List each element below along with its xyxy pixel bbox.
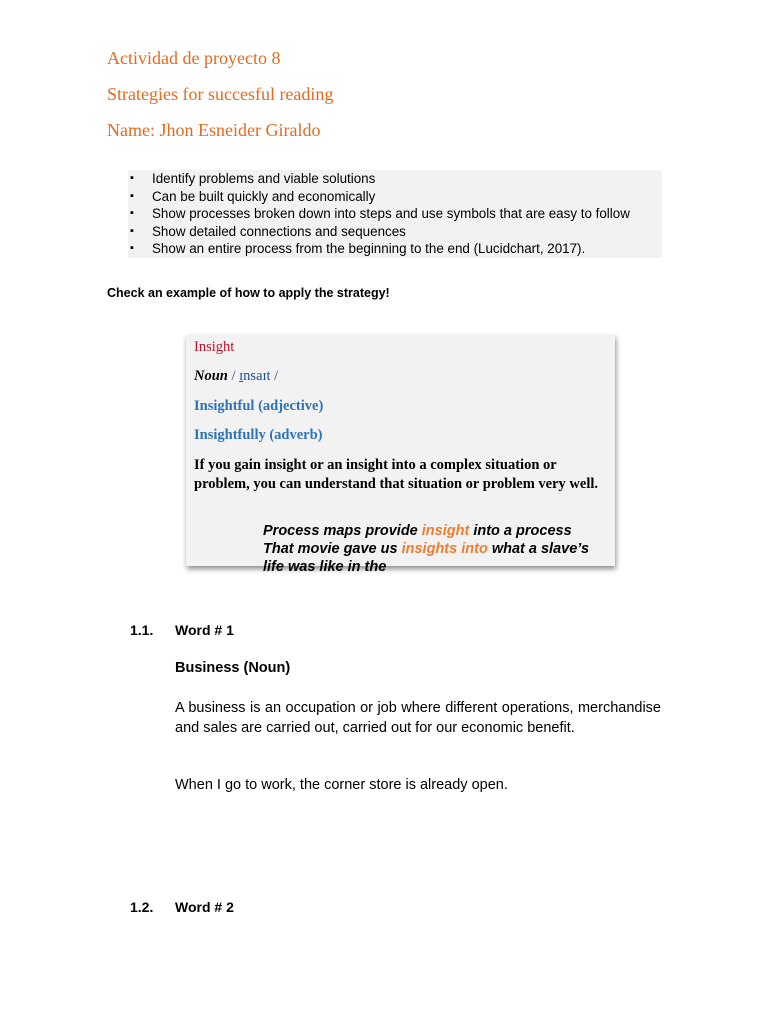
example-sentence bbox=[263, 523, 572, 539]
section-number: 1.2. bbox=[130, 899, 154, 915]
student-name: Name: Jhon Esneider Giraldo bbox=[107, 120, 321, 140]
list-item bbox=[128, 205, 662, 223]
square-bullet-icon: ▪ bbox=[130, 172, 134, 184]
list-item bbox=[128, 240, 662, 258]
pronunciation-stress: ɪ bbox=[239, 368, 244, 384]
word-heading: Business (Noun) bbox=[175, 660, 291, 676]
bullet-list bbox=[128, 170, 662, 258]
section-number: 1.1. bbox=[130, 622, 154, 638]
square-bullet-icon: ▪ bbox=[130, 189, 134, 202]
pronunciation-rest: nsaɪt / bbox=[243, 368, 279, 384]
topic-subtitle: Strategies for succesful reading bbox=[107, 84, 334, 104]
example-highlight: insight bbox=[421, 523, 470, 539]
part-of-speech: Noun bbox=[194, 368, 228, 384]
list-item bbox=[128, 223, 662, 241]
example-text: Process maps provide bbox=[263, 523, 422, 539]
list-item-text: Identify problems and viable solutions bbox=[152, 171, 376, 186]
list-item bbox=[128, 170, 662, 188]
word-definition: A business is an occupation or job where different operations, merchandise and sales are carried out, carried out for our economic benefit. bbox=[175, 700, 661, 736]
word-example: When I go to work, the corner store is already open. bbox=[175, 777, 508, 793]
section-title: Word # 1 bbox=[175, 622, 234, 638]
adverb-form: Insightfully (adverb) bbox=[194, 427, 323, 443]
insight-definition-card bbox=[186, 335, 615, 575]
part-of-speech-line bbox=[194, 368, 278, 385]
list-item-text: Show processes broken down into steps and use symbols that are easy to follow bbox=[152, 206, 630, 222]
list-item bbox=[128, 188, 662, 206]
activity-title: Actividad de proyecto 8 bbox=[107, 48, 281, 68]
insight-title: Insight bbox=[194, 339, 235, 355]
example-text: into a process bbox=[469, 523, 572, 539]
bullet-panel bbox=[128, 170, 662, 258]
example-highlight: insights into bbox=[401, 541, 488, 557]
section-title: Word # 2 bbox=[175, 899, 234, 915]
pronunciation bbox=[228, 368, 278, 384]
insight-definition: If you gain insight or an insight into a complex situation or problem, you can understand that situation or problem very well. bbox=[194, 457, 599, 492]
list-item-text: Can be built quickly and economically bbox=[152, 188, 376, 204]
check-example-text: Check an example of how to apply the strategy! bbox=[107, 286, 390, 300]
list-item-text: Show an entire process from the beginning to the end (Lucidchart, 2017). bbox=[152, 241, 586, 257]
square-bullet-icon: ▪ bbox=[130, 242, 134, 255]
square-bullet-icon: ▪ bbox=[130, 207, 134, 220]
example-text: That movie gave us bbox=[263, 541, 402, 557]
example-sentence bbox=[263, 541, 589, 557]
example-text: what a slave’s bbox=[487, 541, 590, 557]
example-sentence-clipped: life was like in the bbox=[263, 559, 387, 575]
pronunciation-separator: / bbox=[227, 368, 240, 384]
adjective-form: Insightful (adjective) bbox=[194, 398, 324, 414]
list-item-text: Show detailed connections and sequences bbox=[152, 223, 406, 239]
square-bullet-icon: ▪ bbox=[130, 224, 134, 237]
